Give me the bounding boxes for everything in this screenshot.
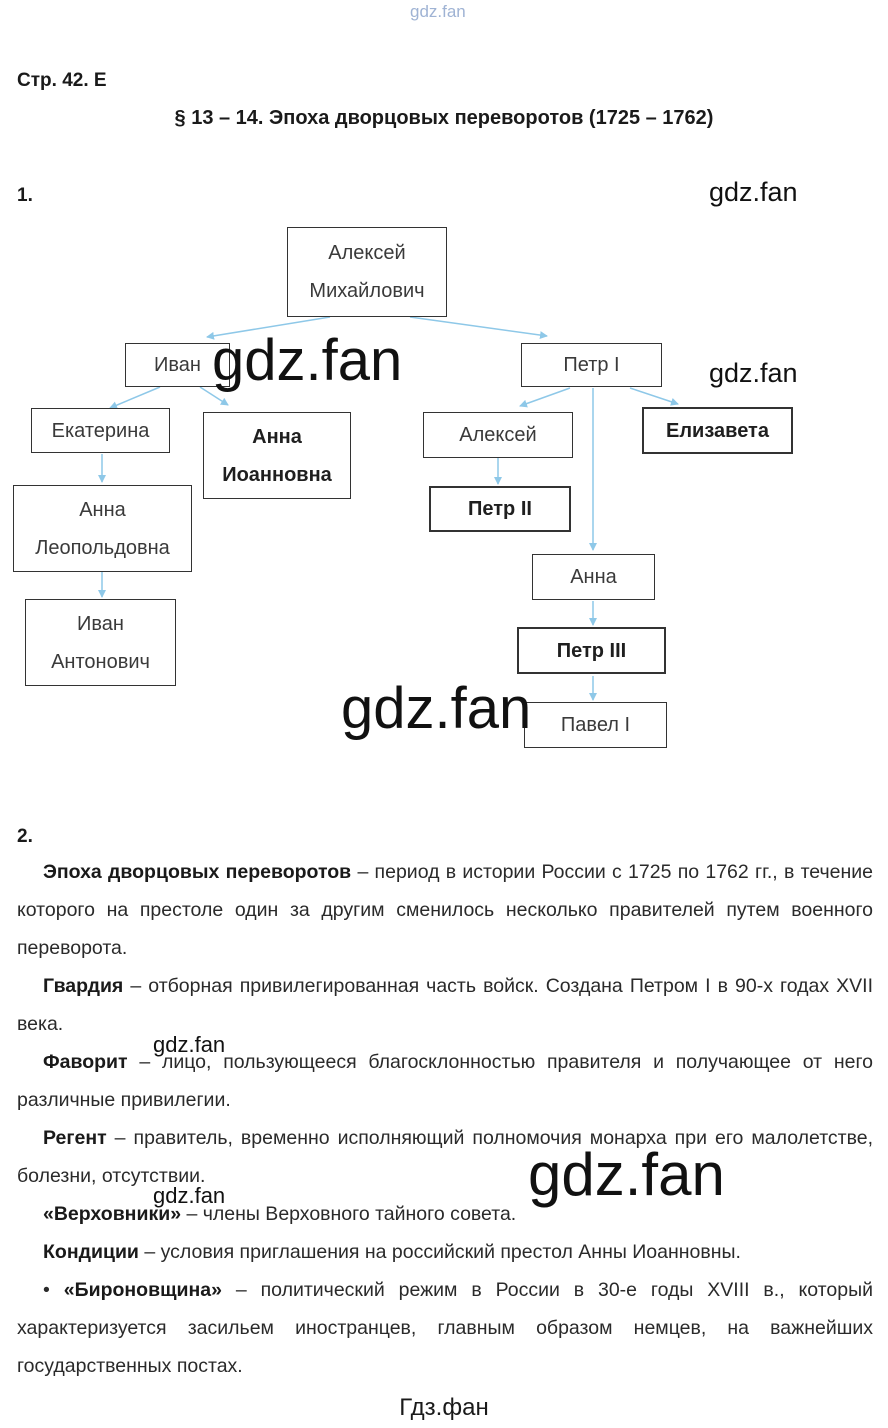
definition: – правитель, временно исполняющий полномочия монарха при его малолетстве, болезни, отсутствии. — [17, 1127, 873, 1187]
tree-node-label: Анна Леопольдовна — [35, 498, 170, 559]
definition-paragraph — [17, 1233, 873, 1271]
tree-node-label: Анна — [570, 566, 617, 588]
tree-node-aleksey — [423, 412, 573, 458]
tree-node-label: Елизавета — [666, 419, 769, 442]
tree-node-label: Павел I — [560, 714, 631, 736]
arrow-petr1-to-elizaveta — [630, 388, 678, 404]
term: Регент — [43, 1127, 107, 1149]
definition-paragraph — [17, 1195, 873, 1233]
definition: – лицо, пользующееся благосклонностью правителя и получающее от него различные привилегии. — [17, 1051, 873, 1111]
arrow-aleksey-mikh-to-petr1 — [410, 317, 547, 336]
watermark: gdz.fan — [709, 177, 798, 207]
definition-paragraph — [17, 1043, 873, 1119]
watermark: gdz.fan — [153, 1183, 226, 1208]
tree-node-petr3 — [517, 627, 666, 674]
definition: – условия приглашения на российский престол Анны Иоанновны. — [138, 1241, 741, 1263]
tree-node-ivan-antonovich — [25, 599, 176, 686]
tree-node-label: Алексей — [459, 424, 537, 446]
definition: – период в истории России с 1725 по 1762 гг., в течение которого на престоле один за другим сменилось несколько правителей путем военного переворота. — [17, 861, 874, 959]
watermark: gdz.fan — [709, 358, 798, 388]
tree-node-petr2 — [429, 486, 571, 532]
task-1-number: 1. — [17, 185, 33, 206]
arrow-petr1-to-aleksey — [520, 388, 570, 406]
tree-node-petr1 — [521, 343, 662, 387]
top-watermark: gdz.fan — [410, 2, 466, 21]
tree-node-elizaveta — [642, 407, 793, 454]
term: Эпоха дворцовых переворотов — [43, 861, 352, 883]
definition: – отборная привилегированная часть войск. Создана Петром I в 90-х годах XVII века. — [17, 975, 873, 1035]
term: Кондиции — [43, 1241, 139, 1263]
page-reference: Стр. 42. Е — [17, 70, 107, 91]
definition-paragraph — [17, 853, 873, 967]
tree-node-label: Анна Иоанновна — [222, 425, 332, 486]
tree-node-label: Петр I — [563, 354, 620, 376]
term: «Верховники» — [43, 1203, 182, 1225]
tree-node-label: Иван Антонович — [51, 612, 150, 673]
definition-paragraph — [17, 1271, 873, 1385]
task-2-number: 2. — [17, 826, 33, 847]
definition: – политический режим в России в 30-е годы XVIII в., который характеризуется засильем иностранцев, главным образом немцев, на важнейших государственных постах. — [17, 1279, 873, 1377]
tree-node-anna-leopoldovna — [13, 485, 192, 572]
watermark: gdz.fan — [153, 1032, 226, 1057]
tree-node-label: Петр II — [468, 498, 532, 520]
definition-paragraph — [17, 967, 873, 1043]
section-title: § 13 – 14. Эпоха дворцовых переворотов (1725 – 1762) — [174, 107, 714, 129]
watermark: gdz.fan — [212, 328, 403, 393]
tree-node-anna — [532, 554, 655, 600]
term: Гвардия — [43, 975, 124, 997]
term: «Бироновщина» — [63, 1279, 222, 1301]
footer-watermark: Гдз.фан — [399, 1394, 489, 1421]
tree-node-aleksey-mikhailovich — [287, 227, 447, 317]
tree-node-label: Иван — [154, 354, 201, 376]
tree-node-ekaterina — [31, 408, 170, 453]
definition: – члены Верховного тайного совета. — [181, 1203, 517, 1225]
tree-node-label: Алексей Михайлович — [309, 242, 425, 302]
definition-paragraph — [17, 1119, 873, 1195]
tree-node-anna-ioannovna — [203, 412, 351, 499]
tree-node-label: Петр III — [556, 639, 627, 662]
watermark: gdz.fan — [341, 676, 532, 741]
term: Фаворит — [43, 1051, 128, 1073]
tree-node-pavel1 — [524, 702, 667, 748]
tree-node-label: Екатерина — [51, 419, 150, 442]
bullet: • — [43, 1279, 64, 1301]
arrow-ivan-to-ekaterina — [110, 387, 160, 408]
watermark: gdz.fan — [528, 1141, 725, 1208]
